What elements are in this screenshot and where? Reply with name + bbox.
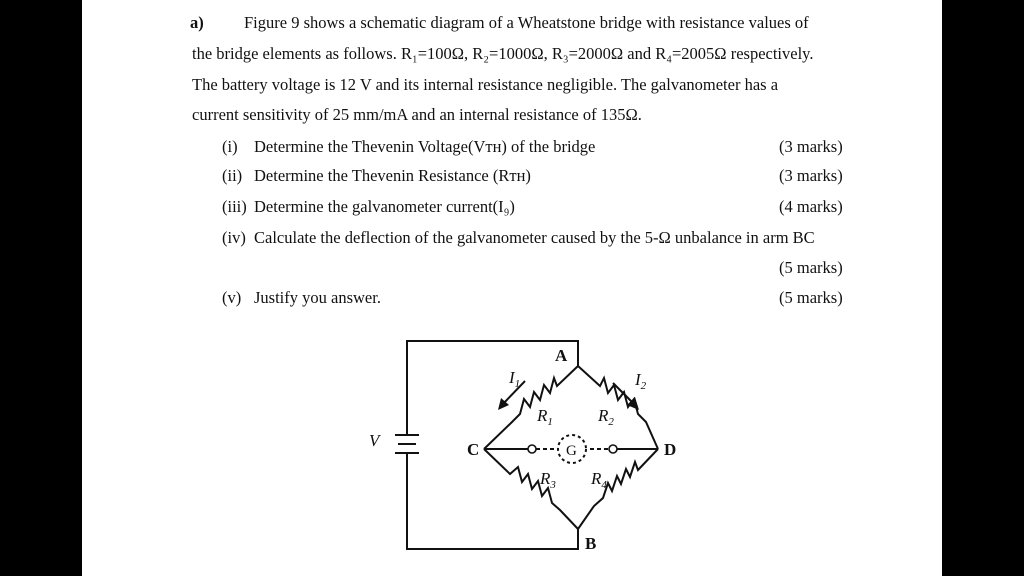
part-num: (i): [222, 137, 238, 156]
node-d-label: D: [664, 440, 677, 459]
terminal-left: [528, 445, 536, 453]
intro-line-4: current sensitivity of 25 mm/mA and an internal resistance of 135Ω.: [192, 105, 642, 124]
intro-line-1: Figure 9 shows a schematic diagram of a Wheatstone bridge with resistance values of: [244, 13, 809, 32]
part-marks: (5 marks): [779, 288, 843, 307]
galvanometer-label: G: [566, 443, 577, 459]
part-marks: (3 marks): [779, 166, 843, 185]
part-num: (iv): [222, 228, 246, 247]
part-text: Calculate the deflection of the galvanometer caused by the 5-Ω unbalance in arm BC: [254, 228, 815, 247]
terminal-right: [609, 445, 617, 453]
current-i1-label: $I_1$: [509, 368, 521, 390]
question-label: a): [190, 13, 204, 32]
part-marks: (3 marks): [779, 137, 843, 156]
part-marks: (4 marks): [779, 197, 843, 216]
part-marks: (5 marks): [779, 258, 843, 277]
r2-label: $R_2$: [598, 406, 614, 428]
node-c-label: C: [467, 440, 480, 459]
r1-label: $R_1$: [537, 406, 553, 428]
part-num: (v): [222, 288, 242, 307]
r4-label: $R_4$: [591, 469, 607, 491]
part-num: (iii): [222, 197, 247, 216]
resistor-r2: [578, 366, 658, 449]
intro-line-3: The battery voltage is 12 V and its internal resistance negligible. The galvanometer has a: [192, 75, 779, 94]
node-a-label: A: [555, 346, 568, 365]
intro-line-2: the bridge elements as follows. R₁=100Ω, R₂=1000Ω, R₃=2000Ω and R₄=2005Ω respectively.: [192, 44, 814, 63]
r3-label: $R_3$: [540, 469, 556, 491]
wire-bottom: [407, 462, 578, 549]
part-num: (ii): [222, 166, 243, 185]
current-i2-label: $I_2$: [635, 370, 647, 392]
part-text: Determine the galvanometer current(I₉): [254, 197, 515, 216]
wire-top: [407, 341, 578, 400]
battery-label: V: [369, 431, 380, 450]
resistor-r4: [578, 449, 658, 529]
part-text: Determine the Thevenin Resistance (Rᴛʜ): [254, 166, 531, 185]
resistor-r1: [484, 366, 578, 449]
wheatstone-bridge-diagram: [82, 0, 942, 576]
part-text: Justify you answer.: [254, 288, 381, 307]
part-text: Determine the Thevenin Voltage(Vᴛʜ) of the bridge: [254, 137, 596, 156]
node-b-label: B: [585, 534, 597, 553]
document-page: [82, 0, 942, 576]
